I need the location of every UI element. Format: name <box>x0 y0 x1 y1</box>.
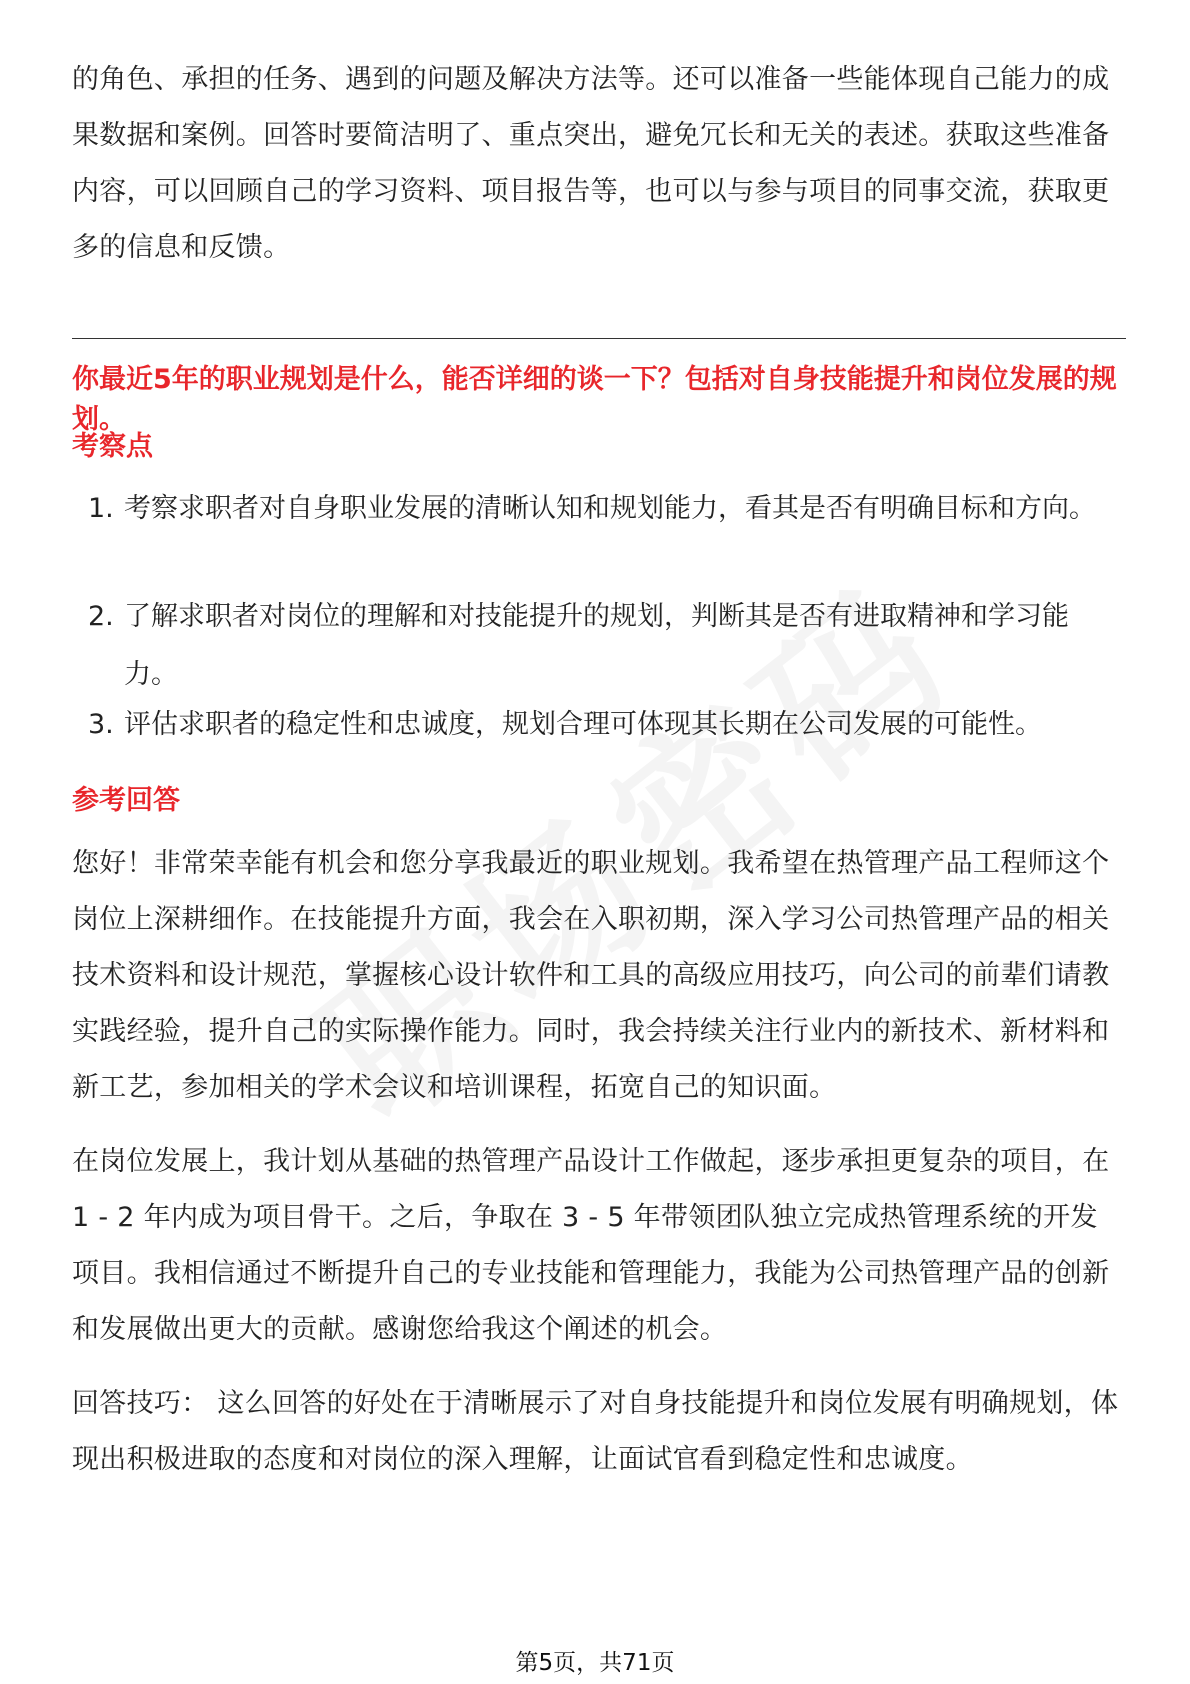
reference-heading: 参考回答 <box>72 785 180 816</box>
assessment-item-text: 评估求职者的稳定性和忠诚度，规划合理可体现其长期在公司发展的可能性。 <box>124 709 1042 740</box>
section-divider <box>72 338 1126 339</box>
assessment-item <box>88 480 1122 538</box>
question-heading: 你最近5年的职业规划是什么，能否详细的谈一下？包括对自身技能提升和岗位发展的规划。 <box>72 364 1117 435</box>
intro-paragraph: 的角色、承担的任务、遇到的问题及解决方法等。还可以准备一些能体现自己能力的成果数据和案例。回答时要简洁明了、重点突出，避免冗长和无关的表述。获取这些准备内容，可以回顾自己的学习资料、项目报告等，也可以与参与项目的同事交流，获取更多的信息和反馈。 <box>72 64 1110 263</box>
assessment-item-text: 了解求职者对岗位的理解和对技能提升的规划，判断其是否有进取精神和学习能力。 <box>124 601 1069 690</box>
assessment-item-text: 考察求职者对自身职业发展的清晰认知和规划能力，看其是否有明确目标和方向。 <box>124 493 1096 524</box>
assessment-item-number: 1. <box>88 493 114 524</box>
assessment-item <box>88 696 1122 754</box>
assessment-item <box>88 588 1122 704</box>
answer-tips: 回答技巧： 这么回答的好处在于清晰展示了对自身技能提升和岗位发展有明确规划，体现出积极进取的态度和对岗位的深入理解，让面试官看到稳定性和忠诚度。 <box>72 1388 1119 1475</box>
reference-paragraph: 在岗位发展上，我计划从基础的热管理产品设计工作做起，逐步承担更复杂的项目，在 1 - 2 年内成为项目骨干。之后，争取在 3 - 5 年带领团队独立完成热管理系统的开发项目。我相信通过不断提升自己的专业技能和管理能力，我能为公司热管理产品的创新和发展做出更大的贡献。感谢您给我这个阐述的机会。 <box>72 1146 1110 1345</box>
assessment-item-number: 3. <box>88 709 114 740</box>
reference-paragraph: 您好！非常荣幸能有机会和您分享我最近的职业规划。我希望在热管理产品工程师这个岗位上深耕细作。在技能提升方面，我会在入职初期，深入学习公司热管理产品的相关技术资料和设计规范，掌握核心设计软件和工具的高级应用技巧，向公司的前辈们请教实践经验，提升自己的实际操作能力。同时，我会持续关注行业内的新技术、新材料和新工艺，参加相关的学术会议和培训课程，拓宽自己的知识面。 <box>72 848 1110 1103</box>
assessment-item-number: 2. <box>88 601 114 632</box>
assessment-heading: 考察点 <box>72 431 153 462</box>
page-footer: 第5页，共71页 <box>515 1650 675 1676</box>
